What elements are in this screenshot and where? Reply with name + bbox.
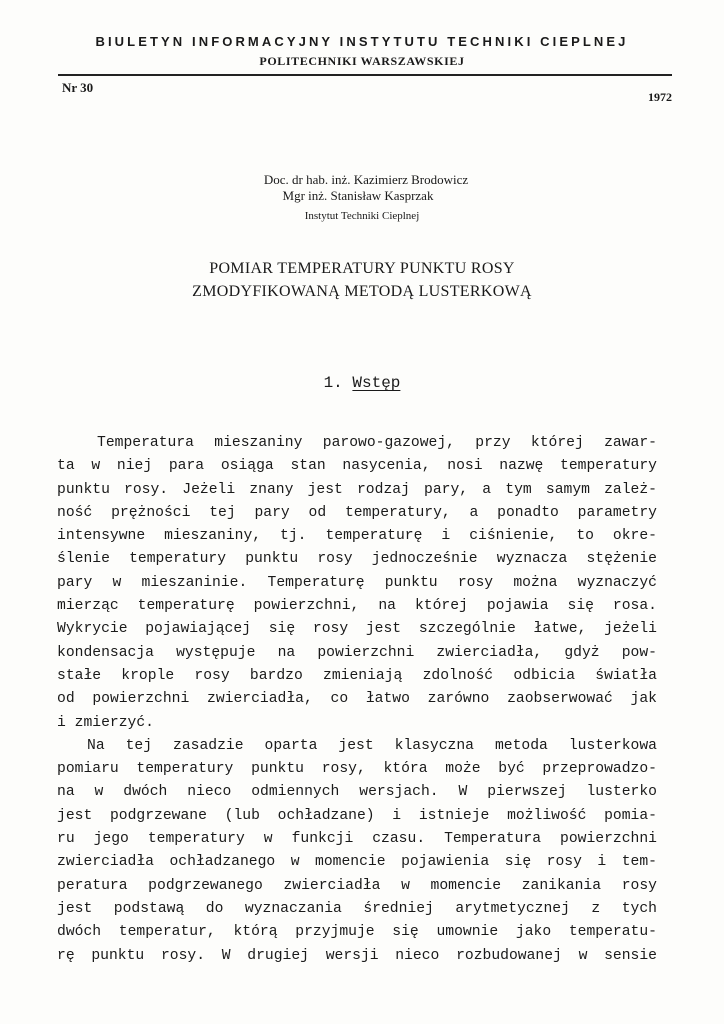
body-line: stałe krople rosy bardzo zmieniają zdolność odbicia światła [57, 667, 657, 684]
journal-subtitle: POLITECHNIKI WARSZAWSKIEJ [259, 54, 465, 68]
body-line: i zmierzyć. [57, 714, 154, 731]
body-line: peratura podgrzewanego zwierciadła w momencie zanikania rosy [57, 877, 657, 894]
body-line: jest podgrzewane (lub ochładzane) i istnieje możliwość pomia- [57, 807, 657, 824]
body-line: Temperatura mieszaniny parowo-gazowej, przy której zawar- [97, 435, 657, 451]
author-2: Mgr inż. Stanisław Kasprzak [282, 188, 434, 203]
section-heading [0, 374, 724, 392]
body-line: dwóch temperatur, którą przyjmuje się umownie jako temperatu- [57, 924, 657, 941]
body-text [57, 432, 657, 968]
body-line: jest podstawą do wyznaczania średniej arytmetycznej z tych [57, 900, 657, 917]
header-rule [58, 74, 672, 76]
author-1: Doc. dr hab. inż. Kazimierz Brodowicz [263, 172, 469, 187]
body-line: Wykrycie pojawiającej się rosy jest szczególnie łatwe, jeżeli [57, 621, 657, 638]
section-title: Wstęp [352, 374, 401, 392]
issue-number: Nr 30 [62, 80, 94, 95]
body-line: pary w mieszaninie. Temperaturę punktu rosy można wyznaczyć [57, 574, 657, 591]
body-line: pomiaru temperatury punktu rosy, która może być przeprowadzo- [57, 761, 657, 778]
body-line: zwierciadła ochładzanego w momencie pojawienia się rosy i tem- [57, 854, 657, 871]
body-line: ru jego temperatury w funkcji czasu. Temperatura powierzchni [57, 831, 657, 848]
body-line: kondensacja występuje na powierzchni zwierciadła, gdyż pow- [57, 644, 657, 661]
journal-title: BIULETYN INFORMACYJNY INSTYTUTU TECHNIKI CIEPLNEJ [95, 34, 629, 49]
body-line: mierząc temperaturę powierzchni, na której pojawia się rosa. [57, 598, 657, 615]
body-line: od powierzchni zwierciadła, co łatwo zarówno zaobserwować jak [57, 691, 657, 708]
body-line: ślenie temperatury punktu rosy jednocześnie wyznacza stężenie [57, 551, 657, 568]
body-line: na w dwóch nieco odmiennych wersjach. W pierwszej lusterko [57, 784, 657, 801]
body-line: punktu rosy. Jeżeli znany jest rodzaj pary, a tym samym zależ- [57, 481, 657, 498]
article-title-line-1: POMIAR TEMPERATURY PUNKTU ROSY [209, 260, 515, 277]
section-number: 1. [323, 374, 343, 392]
article-title-line-2: ZMODYFIKOWANĄ METODĄ LUSTERKOWĄ [192, 283, 532, 300]
author-institute: Instytut Techniki Cieplnej [304, 210, 420, 222]
body-line: Na tej zasadzie oparta jest klasyczna metoda lusterkowa [87, 737, 657, 754]
body-line: ność prężności tej pary od temperatury, a ponadto parametry [57, 504, 657, 521]
body-line: rę punktu rosy. W drugiej wersji nieco rozbudowanej w sensie [57, 947, 657, 964]
body-line: ta w niej para osiąga stan nasycenia, nosi nazwę temperatury [57, 458, 657, 475]
issue-year: 1972 [648, 90, 672, 104]
body-line: intensywne mieszaniny, tj. temperaturę i ciśnienie, to okre- [57, 528, 657, 545]
